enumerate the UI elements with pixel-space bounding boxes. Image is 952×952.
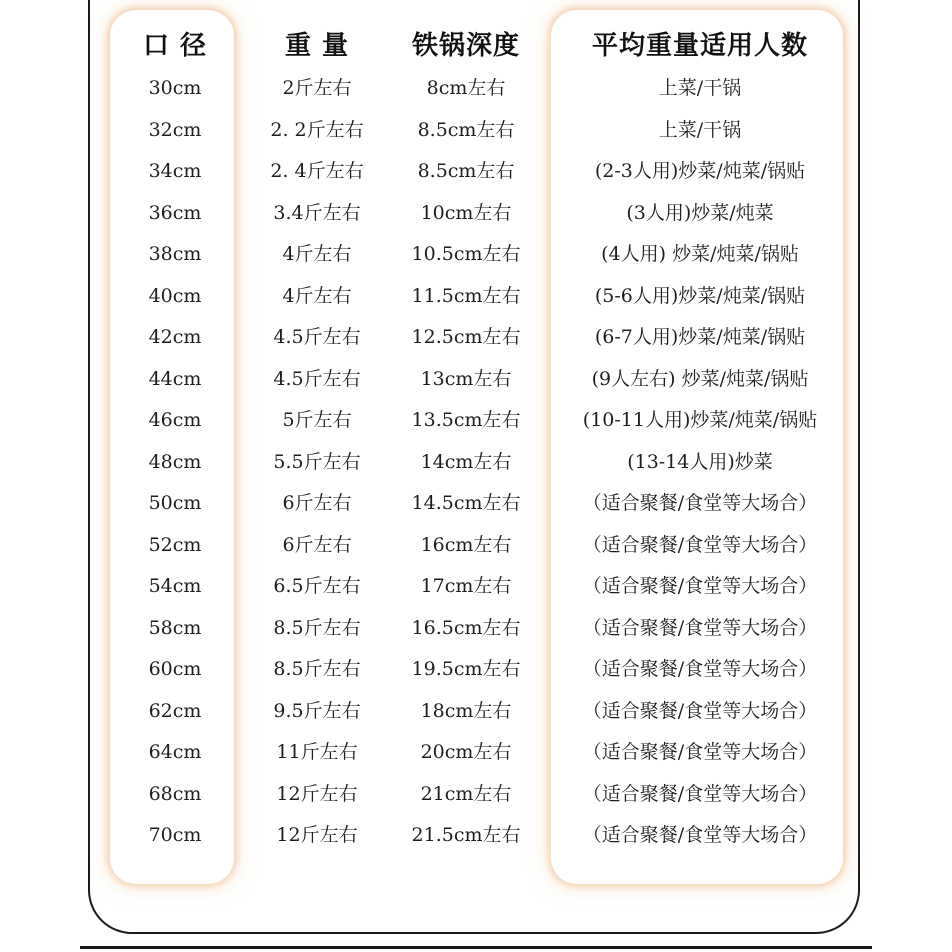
table-row (0, 110, 952, 152)
cell-servings: （适合聚餐/食堂等大场合） (582, 492, 818, 514)
cell-depth: 8.5cm左右 (417, 160, 515, 182)
cell-diameter: 44cm (148, 367, 202, 390)
cell-depth: 14.5cm左右 (411, 492, 521, 514)
cell-servings: （适合聚餐/食堂等大场合） (582, 824, 818, 846)
table-header (0, 26, 952, 66)
cell-weight: 2. 2斤左右 (270, 118, 364, 141)
cell-servings: (10-11人用)炒菜/炖菜/锅贴 (582, 409, 818, 431)
table-row (0, 525, 952, 567)
cell-servings: (13-14人用)炒菜 (627, 450, 773, 473)
cell-servings: （适合聚餐/食堂等大场合） (582, 782, 818, 805)
cell-weight: 2. 4斤左右 (270, 160, 364, 182)
cell-depth: 8cm左右 (426, 77, 506, 99)
table-row (0, 193, 952, 235)
cell-weight: 9.5斤左右 (273, 699, 361, 722)
cell-weight: 4.5斤左右 (273, 326, 361, 348)
header-diameter: 口 径 (142, 31, 208, 61)
cell-weight: 8.5斤左右 (273, 616, 361, 639)
cell-servings: （适合聚餐/食堂等大场合） (582, 658, 818, 680)
cell-servings: (3人用)炒菜/炖菜 (626, 201, 774, 224)
table-row (0, 732, 952, 774)
header-weight: 重 量 (284, 31, 350, 61)
cell-servings: （适合聚餐/食堂等大场合） (582, 575, 818, 597)
cell-weight: 5.5斤左右 (273, 450, 361, 473)
cell-depth: 16.5cm左右 (411, 616, 521, 639)
cell-diameter: 46cm (148, 409, 202, 431)
cell-servings: (9人左右) 炒菜/炖菜/锅贴 (591, 367, 809, 390)
table-row (0, 691, 952, 733)
cell-servings: （适合聚餐/食堂等大场合） (582, 533, 818, 556)
cell-weight: 2斤左右 (282, 77, 352, 99)
cell-diameter: 70cm (148, 824, 202, 846)
cell-weight: 3.4斤左右 (273, 201, 361, 224)
cell-depth: 21cm左右 (420, 782, 512, 805)
cell-weight: 12斤左右 (276, 782, 358, 805)
table-row (0, 68, 952, 110)
table-row (0, 234, 952, 276)
cell-weight: 6斤左右 (282, 492, 352, 514)
cell-diameter: 48cm (148, 450, 202, 473)
cell-servings: (6-7人用)炒菜/炖菜/锅贴 (594, 326, 806, 348)
bottom-divider (80, 946, 872, 949)
cell-diameter: 50cm (148, 492, 202, 514)
table-row (0, 359, 952, 401)
cell-depth: 21.5cm左右 (411, 824, 521, 846)
cell-servings: (5-6人用)炒菜/炖菜/锅贴 (594, 284, 806, 307)
table-row (0, 276, 952, 318)
cell-servings: (4人用) 炒菜/炖菜/锅贴 (601, 243, 799, 265)
cell-diameter: 40cm (148, 284, 202, 307)
cell-weight: 6.5斤左右 (273, 575, 361, 597)
cell-weight: 4斤左右 (282, 243, 352, 265)
cell-weight: 8.5斤左右 (273, 658, 361, 680)
cell-weight: 4斤左右 (282, 284, 352, 307)
table-row (0, 815, 952, 857)
cell-weight: 12斤左右 (276, 824, 358, 846)
cell-depth: 14cm左右 (420, 450, 512, 473)
cell-diameter: 58cm (148, 616, 202, 639)
cell-servings: （适合聚餐/食堂等大场合） (582, 699, 818, 722)
cell-diameter: 68cm (148, 782, 202, 805)
cell-depth: 17cm左右 (420, 575, 512, 597)
cell-depth: 10cm左右 (420, 201, 512, 224)
cell-depth: 13.5cm左右 (411, 409, 521, 431)
table-row (0, 400, 952, 442)
header-depth: 铁锅深度 (411, 31, 521, 61)
cell-diameter: 36cm (148, 201, 202, 224)
cell-diameter: 34cm (148, 160, 202, 182)
cell-diameter: 62cm (148, 699, 202, 722)
cell-depth: 20cm左右 (420, 741, 512, 763)
cell-depth: 19.5cm左右 (411, 658, 521, 680)
cell-diameter: 64cm (148, 741, 202, 763)
cell-diameter: 54cm (148, 575, 202, 597)
table-row (0, 442, 952, 484)
cell-weight: 6斤左右 (282, 533, 352, 556)
header-servings: 平均重量适用人数 (591, 31, 809, 61)
cell-depth: 8.5cm左右 (417, 118, 515, 141)
cell-depth: 12.5cm左右 (411, 326, 521, 348)
table-row (0, 649, 952, 691)
cell-servings: 上菜/干锅 (658, 118, 742, 141)
cell-diameter: 30cm (148, 77, 202, 99)
cell-diameter: 52cm (148, 533, 202, 556)
cell-depth: 16cm左右 (420, 533, 512, 556)
table-row (0, 151, 952, 193)
table-row (0, 483, 952, 525)
cell-diameter: 42cm (148, 326, 202, 348)
cell-depth: 10.5cm左右 (411, 243, 521, 265)
cell-servings: （适合聚餐/食堂等大场合） (582, 741, 818, 763)
cell-diameter: 60cm (148, 658, 202, 680)
cell-servings: 上菜/干锅 (658, 77, 742, 99)
table-row (0, 317, 952, 359)
cell-servings: （适合聚餐/食堂等大场合） (582, 616, 818, 639)
cell-weight: 11斤左右 (276, 741, 358, 763)
cell-diameter: 38cm (148, 243, 202, 265)
cell-weight: 5斤左右 (282, 409, 352, 431)
table-row (0, 608, 952, 650)
table-row (0, 566, 952, 608)
cell-diameter: 32cm (148, 118, 202, 141)
cell-weight: 4.5斤左右 (273, 367, 361, 390)
cell-servings: (2-3人用)炒菜/炖菜/锅贴 (594, 160, 806, 182)
cell-depth: 18cm左右 (420, 699, 512, 722)
table-row (0, 774, 952, 816)
cell-depth: 11.5cm左右 (411, 284, 521, 307)
cell-depth: 13cm左右 (420, 367, 512, 390)
